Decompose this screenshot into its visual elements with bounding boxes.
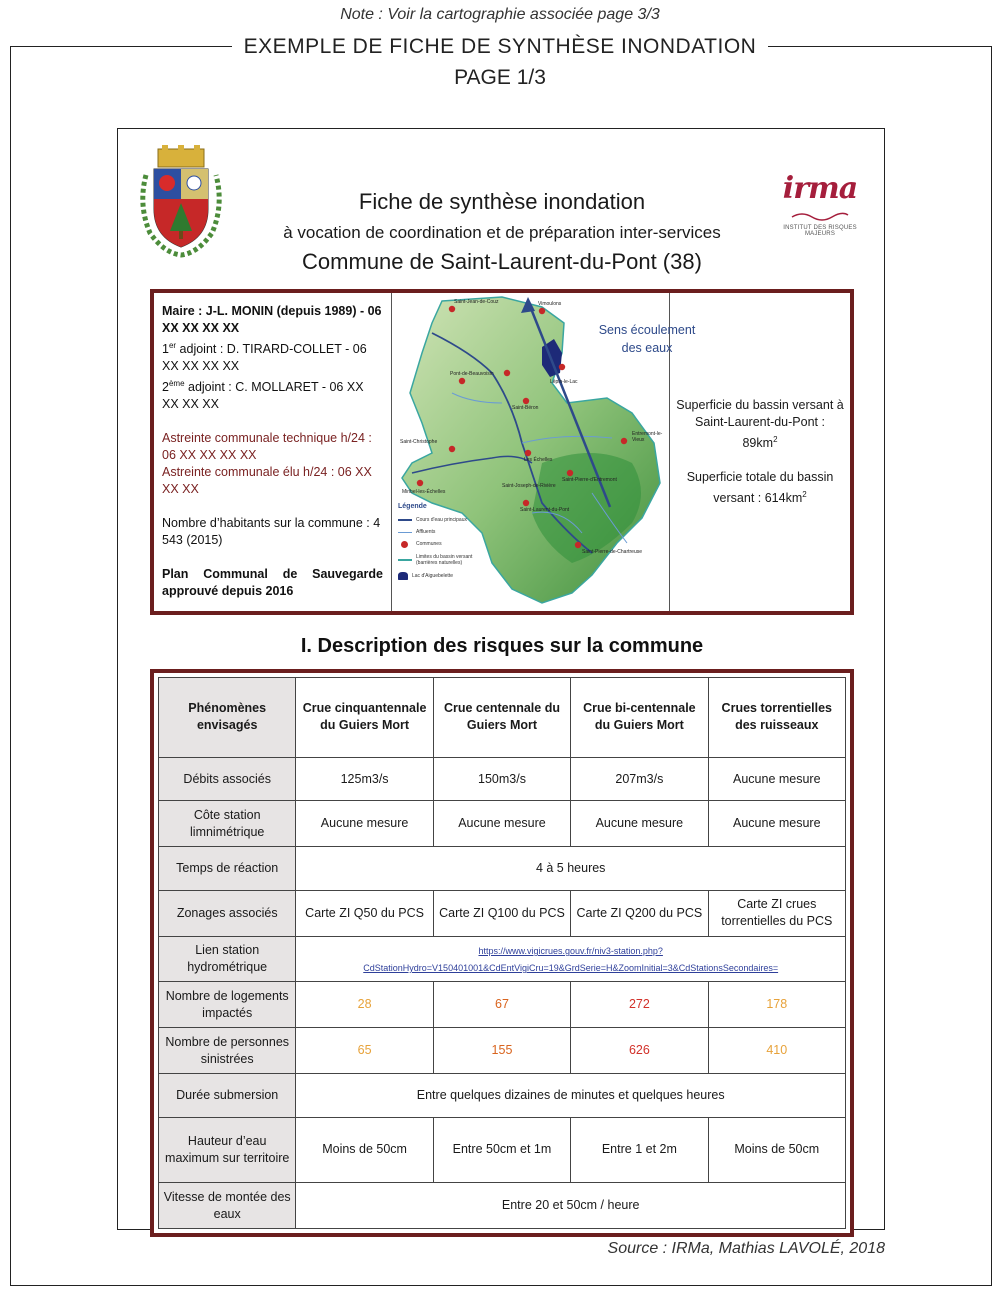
flow-direction-label: Sens écoulement des eaux <box>598 323 696 355</box>
row-label: Débits associés <box>159 757 296 801</box>
table-cell: 410 <box>708 1028 845 1074</box>
table-cell: 207m3/s <box>571 757 708 801</box>
page-note: Note : Voir la cartographie associée page 3/3 <box>340 6 660 23</box>
table-cell: 150m3/s <box>433 757 570 801</box>
town-dot-icon <box>401 541 408 548</box>
table-cell: Aucune mesure <box>708 757 845 801</box>
map-town-label: Saint-Pierre-d'Entremont <box>562 477 617 483</box>
technical-oncall-line: Astreinte communale technique h/24 : 06 XX XX XX XX <box>162 431 372 463</box>
map-legend-title: Légende <box>398 503 427 510</box>
table-cell: Carte ZI Q50 du PCS <box>296 890 433 936</box>
table-cell: Entre 50cm et 1m <box>433 1117 570 1182</box>
table-row <box>159 890 846 936</box>
table-row <box>159 982 846 1028</box>
map-town-label: Saint-Béron <box>512 405 539 411</box>
table-cell: 178 <box>708 982 845 1028</box>
table-row <box>159 1117 846 1182</box>
mayor-line: Maire : J-L. MONIN (depuis 1989) - 06 XX XX XX XX <box>162 304 382 335</box>
row-label: Durée submersion <box>159 1074 296 1118</box>
table-cell: Aucune mesure <box>296 801 433 847</box>
table-cell: 125m3/s <box>296 757 433 801</box>
row-label: Hauteur d’eau maximum sur territoire <box>159 1117 296 1182</box>
map-town-label: Saint-Laurent-du-Pont <box>520 507 570 513</box>
table-header: Crue bi-centennale du Guiers Mort <box>571 678 708 758</box>
map-town-label: Lépin-le-Lac <box>550 379 578 385</box>
boundary-line-icon <box>398 559 412 561</box>
lake-icon <box>398 572 408 580</box>
source-credit: Source : IRMa, Mathias LAVOLÉ, 2018 <box>607 1240 885 1257</box>
table-cell-merged: 4 à 5 heures <box>296 847 846 891</box>
river-line-icon <box>398 519 412 521</box>
table-row <box>159 847 846 891</box>
table-cell-merged: Entre quelques dizaines de minutes et quelques heures <box>296 1074 846 1118</box>
legend-item: Affluents <box>398 526 488 538</box>
table-header-row <box>159 678 846 758</box>
table-cell: Carte ZI Q100 du PCS <box>433 890 570 936</box>
map-town-label: Saint-Jean-de-Couz <box>454 299 499 305</box>
table-cell: Carte ZI Q200 du PCS <box>571 890 708 936</box>
risk-table-frame <box>150 669 854 1237</box>
row-label: Zonages associés <box>159 890 296 936</box>
sheet-title: Fiche de synthèse inondation <box>358 189 646 214</box>
row-label: Nombre de personnes sinistrées <box>159 1028 296 1074</box>
row-label: Temps de réaction <box>159 847 296 891</box>
watershed-area: Superficie du bassin versant à Saint-Laurent-du-Pont : $89km^2$ <box>676 397 844 450</box>
contacts-panel <box>154 293 392 611</box>
info-block <box>150 289 854 615</box>
legend-item: Lac d'Aiguebelette <box>398 570 488 582</box>
map-town-label: Saint-Pierre-de-Chartreuse <box>582 549 643 555</box>
table-cell: 155 <box>433 1028 570 1074</box>
synthesis-sheet <box>117 128 885 1230</box>
population-line: Nombre d’habitants sur la commune : 4 543 (2015) <box>162 516 381 548</box>
map-legend <box>398 503 488 582</box>
table-cell: Aucune mesure <box>571 801 708 847</box>
risk-table <box>158 677 846 1229</box>
table-row <box>159 936 846 982</box>
table-row <box>159 1074 846 1118</box>
outer-title <box>0 34 1000 60</box>
tributary-line-icon <box>398 532 412 533</box>
pcs-line: Plan Communal de Sauvegarde approuvé depuis 2016 <box>162 567 383 599</box>
map-town-label: Miribel-les-Échelles <box>402 489 446 495</box>
table-cell: Carte ZI crues torrentielles du PCS <box>708 890 845 936</box>
row-label: Nombre de logements impactés <box>159 982 296 1028</box>
section-title: I. Description des risques sur la commune <box>300 635 704 657</box>
map-town-label: Saint-Joseph-de-Rivière <box>502 483 556 489</box>
sheet-subtitle: à vocation de coordination et de préparation inter-services <box>283 223 721 242</box>
outer-title-text: EXEMPLE DE FICHE DE SYNTHÈSE INONDATION <box>232 34 769 60</box>
legend-item: Limites du bassin versant (barrières naturelles) <box>398 550 488 570</box>
table-row <box>159 1028 846 1074</box>
total-watershed-area: Superficie totale du bassin versant : $614km^2$ <box>686 470 834 506</box>
table-cell: 65 <box>296 1028 433 1074</box>
first-deputy-line: 1er adjoint : D. TIRARD-COLLET - 06 XX XX XX XX <box>162 341 367 374</box>
legend-item: Cours d'eau principaux <box>398 514 488 526</box>
table-cell-merged <box>296 936 846 982</box>
row-label: Vitesse de montée des eaux <box>159 1183 296 1229</box>
table-header: Phénomènes envisagés <box>159 678 296 758</box>
map-town-label: Saint-Christophe <box>400 439 438 445</box>
hydrometric-station-link[interactable]: https://www.vigicrues.gouv.fr/niv3-station.php?CdStationHydro=V150401001&CdEntVigiCru=19&GrdSerie=H&ZoomInitial=3&CdStationsSecondaires= <box>363 946 779 974</box>
table-cell: 272 <box>571 982 708 1028</box>
table-cell: Aucune mesure <box>708 801 845 847</box>
table-row <box>159 801 846 847</box>
table-cell: Moins de 50cm <box>296 1117 433 1182</box>
watershed-map <box>392 293 696 611</box>
commune-name: Commune de Saint-Laurent-du-Pont (38) <box>302 249 702 274</box>
table-cell: 626 <box>571 1028 708 1074</box>
table-cell-merged: Entre 20 et 50cm / heure <box>296 1183 846 1229</box>
irma-logo-word: irma <box>782 171 858 206</box>
map-town-label: Entremont-le-Vieux <box>632 431 663 443</box>
table-header: Crues torrentielles des ruisseaux <box>708 678 845 758</box>
table-row <box>159 757 846 801</box>
row-label: Côte station limnimétrique <box>159 801 296 847</box>
table-cell: 28 <box>296 982 433 1028</box>
map-town-label: Vimoulons <box>538 301 562 307</box>
row-label: Lien station hydrométrique <box>159 936 296 982</box>
second-deputy-line: 2ème adjoint : C. MOLLARET - 06 XX XX XX XX <box>162 379 364 412</box>
table-header: Crue centennale du Guiers Mort <box>433 678 570 758</box>
legend-item: Communes <box>398 538 488 550</box>
irma-logo-subtitle: INSTITUT DES RISQUES MAJEURS <box>783 225 857 237</box>
table-header: Crue cinquantennale du Guiers Mort <box>296 678 433 758</box>
elected-oncall-line: Astreinte communale élu h/24 : 06 XX XX XX <box>162 465 372 497</box>
table-cell: Moins de 50cm <box>708 1117 845 1182</box>
map-town-label: Pont-de-Beauvoisin <box>450 371 494 377</box>
table-row <box>159 1183 846 1229</box>
map-town-label: Les Échelles <box>524 457 553 463</box>
table-cell: 67 <box>433 982 570 1028</box>
outer-page-number: PAGE 1/3 <box>454 66 546 89</box>
table-cell: Aucune mesure <box>433 801 570 847</box>
table-cell: Entre 1 et 2m <box>571 1117 708 1182</box>
